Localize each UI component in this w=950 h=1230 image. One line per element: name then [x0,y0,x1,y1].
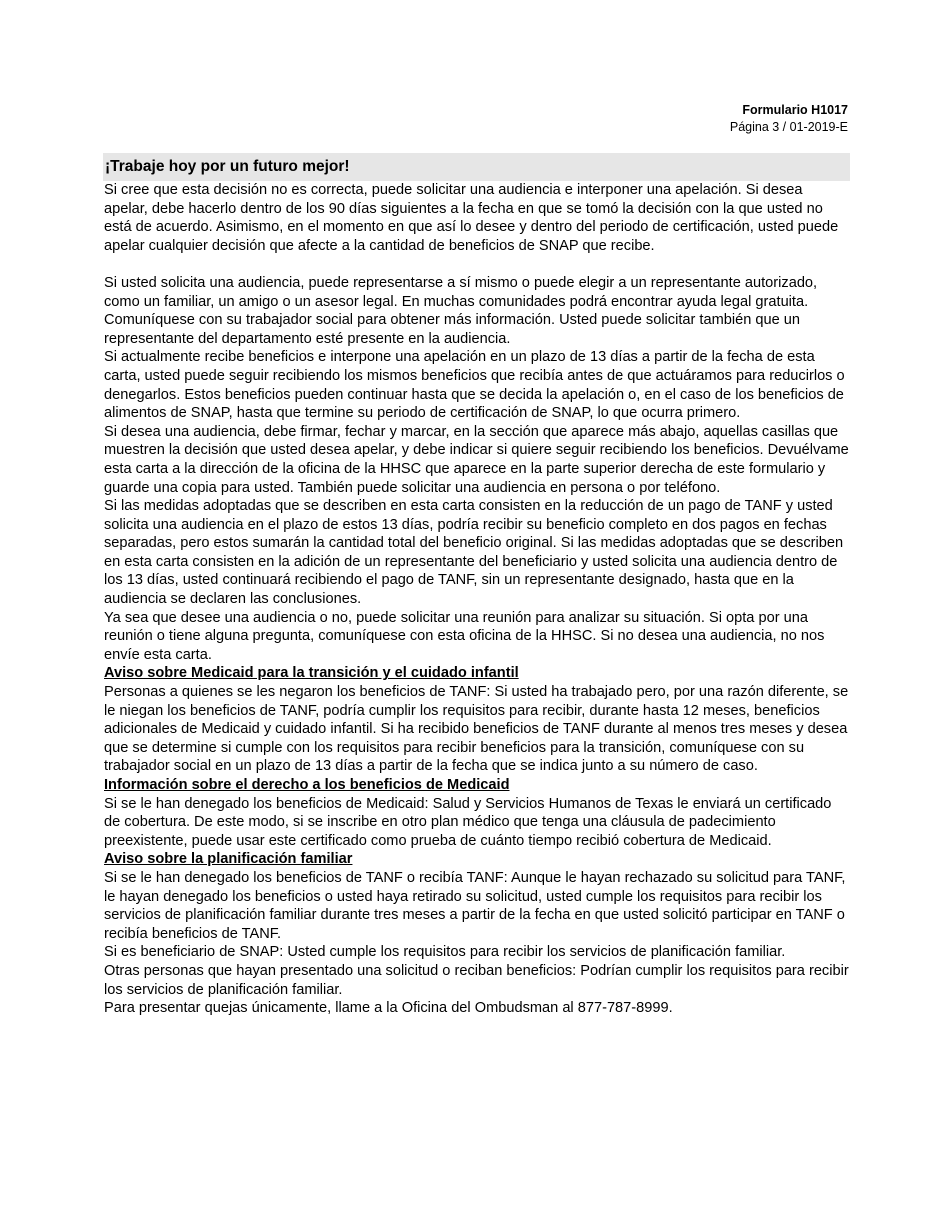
form-id: Formulario H1017 [742,103,848,117]
banner-title: ¡Trabaje hoy por un futuro mejor! [103,153,850,181]
paragraph-tanf-payments: Si las medidas adoptadas que se describen en esta carta consisten en la reducción de un pago de TANF y usted solicita una audiencia en el plazo de estos 13 días, podría recibir su beneficio completo en dos pagos en fechas separadas, pero estos sumarán la cantidad total del beneficio original. Si las medidas adoptadas que se describen en esta carta consisten en la adición de un representante del beneficiario y usted solicita una audiencia dentro de los 13 días, usted continuará recibiendo el pago de TANF, sin un representante designado, hasta que en la audiencia se declaren las conclusiones. [104,498,844,608]
paragraph-request-hearing: Si desea una audiencia, debe firmar, fechar y marcar, en la sección que aparece más abajo, aquellas casillas que muestren la decisión que usted desea apelar, y debe indicar si quiere seguir recibiendo los beneficios. Devuélvame esta carta a la dirección de la oficina de la HHSC que aparece en la parte superior derecha de este formulario y guarde una copia para usted. También puede solicitar una audiencia en persona o por teléfono. [104,423,849,496]
paragraph-family-planning-others: Otras personas que hayan presentado una solicitud o reciban beneficios: Podrían cumplir los requisitos para recibir los servicios de planificación familiar. [104,962,849,998]
paragraph-medicaid-rights: Si se le han denegado los beneficios de Medicaid: Salud y Servicios Humanos de Texas le enviará un certificado de cobertura. De este modo, si se inscribe en otro plan médico que tenga una cláusula de padecimiento preexistente, puede usar este certificado como prueba de cuánto tiempo recibió cobertura de Medicaid. [104,795,832,849]
paragraph-ombudsman: Para presentar quejas únicamente, llame a la Oficina del Ombudsman al 877-787-8999. [104,1000,673,1017]
paragraph-family-planning-snap: Si es beneficiario de SNAP: Usted cumple los requisitos para recibir los servicios de planificación familiar. [104,944,786,961]
paragraph-transitional-medicaid: Personas a quienes se les negaron los beneficios de TANF: Si usted ha trabajado pero, por una razón diferente, se le niegan los beneficios de TANF, podría cumplir los requisitos para recibir, durante hasta 12 meses, beneficios adicionales de Medicaid y cuidado infantil. Si ha recibido beneficios de TANF durante al menos tres meses y desea que se determine si cumple con los requisitos para recibir beneficios para la transición, comuníquese con su trabajador social en un plazo de 13 días a partir de la fecha que se indica junto a su número de caso. [104,684,849,775]
paragraph-spacer [103,255,850,274]
paragraph-appeal-rights: Si cree que esta decisión no es correcta, puede solicitar una audiencia e interponer una apelación. Si desea apelar, debe hacerlo dentro de los 90 días siguientes a la fecha en que se tomó la decisión con la que usted no está de acuerdo. Asimismo, en el momento en que así lo desee y dentro del periodo de certificación, usted puede apelar cualquier decisión que afecte a la cantidad de beneficios de SNAP que recibe. [104,182,839,254]
form-header [730,102,848,136]
document-body [103,153,850,1018]
section-heading-family-planning: Aviso sobre la planificación familiar [104,851,353,868]
section-heading-transitional-medicaid: Aviso sobre Medicaid para la transición y el cuidado infantil [104,665,519,682]
section-heading-medicaid-rights: Información sobre el derecho a los beneficios de Medicaid [104,777,510,793]
paragraph-representation: Si usted solicita una audiencia, puede representarse a sí mismo o puede elegir a un representante autorizado, como un familiar, un amigo o un asesor legal. En muchas comunidades podrá encontrar ayuda legal gratuita. Comuníquese con su trabajador social para obtener más información. Usted puede solicitar también que un representante del departamento esté presente en la audiencia. [104,274,818,347]
paragraph-continued-benefits: Si actualmente recibe beneficios e interpone una apelación en un plazo de 13 días a partir de la fecha de esta carta, usted puede seguir recibiendo los mismos beneficios que recibía antes de que actuáramos para reducirlos o denegarlos. Estos beneficios pueden continuar hasta que se decida la apelación o, en el caso de los beneficios de alimentos de SNAP, hasta que termine su periodo de certificación de SNAP, lo que ocurra primero. [104,349,845,422]
paragraph-family-planning-tanf: Si se le han denegado los beneficios de TANF o recibía TANF: Aunque le hayan rechazado su solicitud para TANF, le hayan denegado los beneficios o usted haya retirado su solicitud, usted cumple los requisitos para recibir los servicios de planificación familiar durante tres meses a partir de la fecha en que usted solicitó participar en TANF o recibía beneficios de TANF. [104,869,846,942]
paragraph-meeting: Ya sea que desee una audiencia o no, puede solicitar una reunión para analizar su situación. Si opta por una reunión o tiene alguna pregunta, comuníquese con esta oficina de la HHSC. Si no desea una audiencia, no nos envíe esta carta. [104,609,825,663]
page-info: Página 3 / 01-2019-E [729,120,848,134]
